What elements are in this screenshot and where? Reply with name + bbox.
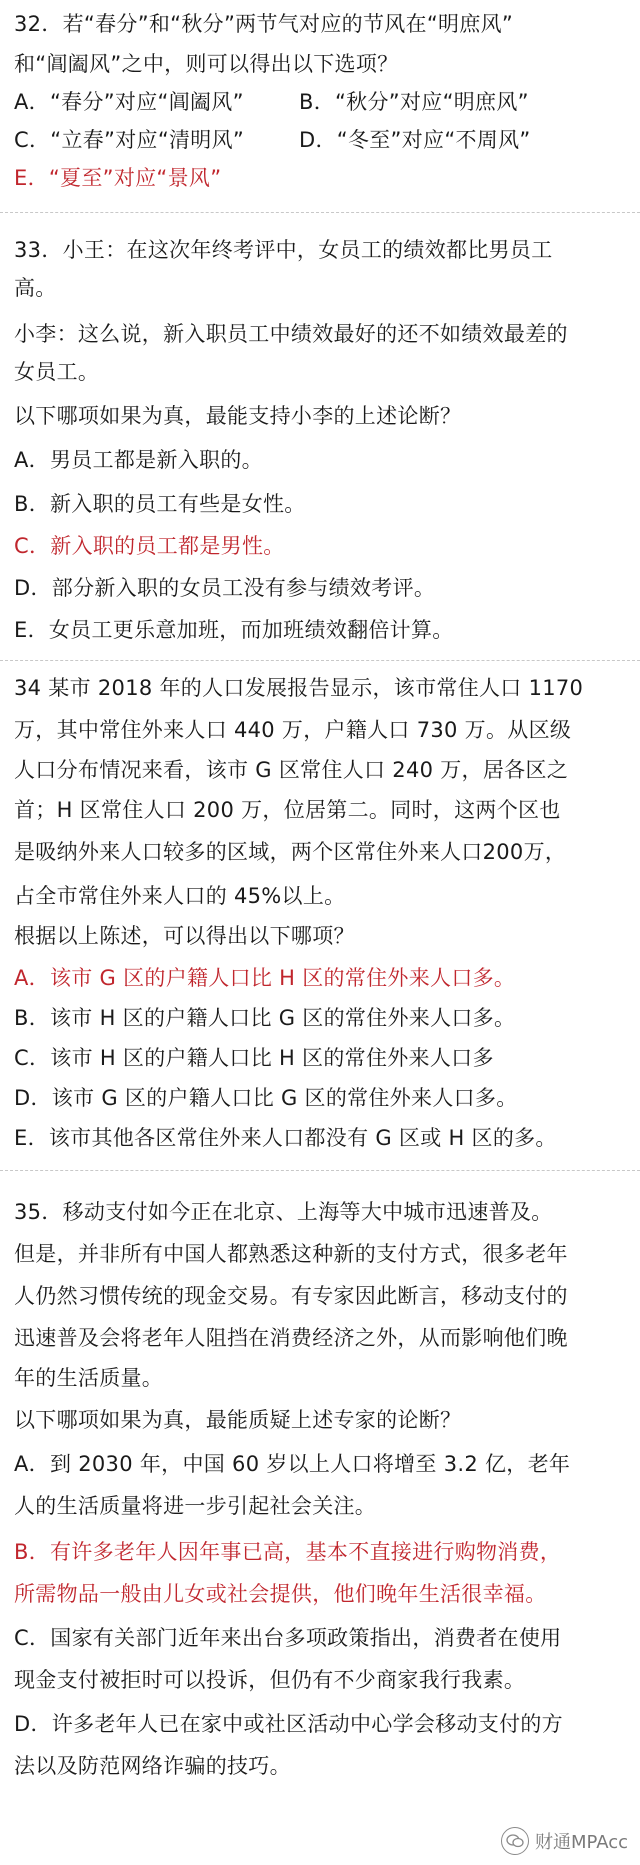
q35-line: 年的生活质量。 xyxy=(14,1366,164,1390)
q34-line: 万，其中常住外来人口 440 万，户籍人口 730 万。从区级 xyxy=(14,718,572,742)
q35-option-b-answer: B．有许多老年人因年事已高，基本不直接进行购物消费， xyxy=(14,1540,562,1564)
q34-question: 根据以上陈述，可以得出以下哪项？ xyxy=(14,924,355,948)
q32-stem-line-1: 32．若“春分”和“秋分”两节气对应的节风在“明庶风” xyxy=(14,12,514,36)
q34-option-d: D．该市 G 区的户籍人口比 G 区的常住外来人口多。 xyxy=(14,1086,518,1110)
q35-line: 迅速普及会将老年人阻挡在消费经济之外，从而影响他们晚 xyxy=(14,1326,568,1350)
q33-option-a: A．男员工都是新入职的。 xyxy=(14,448,263,472)
q34-line: 占全市常住外来人口的 45%以上。 xyxy=(14,884,346,908)
q35-option-a: A．到 2030 年，中国 60 岁以上人口将增至 3.2 亿，老年 xyxy=(14,1452,571,1476)
q34-option-c: C．该市 H 区的户籍人口比 H 区的常住外来人口多 xyxy=(14,1046,494,1070)
watermark-text: 财通MPAcc xyxy=(534,1832,628,1853)
q34-line: 34 某市 2018 年的人口发展报告显示，该市常住人口 1170 xyxy=(14,676,584,700)
q35-option-d: D．许多老年人已在家中或社区活动中心学会移动支付的方 xyxy=(14,1712,563,1736)
q33-option-e: E．女员工更乐意加班，而加班绩效翻倍计算。 xyxy=(14,618,454,642)
q34-line: 是吸纳外来人口较多的区域，两个区常住外来人口200万， xyxy=(14,840,567,864)
q32-stem-line-2: 和“阊阖风”之中，则可以得出以下选项？ xyxy=(14,52,399,76)
q35-line: 人仍然习惯传统的现金交易。有专家因此断言，移动支付的 xyxy=(14,1284,568,1308)
q32-option-a: A．“春分”对应“阊阖风” xyxy=(14,90,244,114)
q33-line: 小李：这么说，新入职员工中绩效最好的还不如绩效最差的 xyxy=(14,322,568,346)
q32-option-e-answer: E．“夏至”对应“景风” xyxy=(14,166,222,190)
q35-option-c-cont: 现金支付被拒时可以投诉，但仍有不少商家我行我素。 xyxy=(14,1668,526,1692)
q32-option-b: B．“秋分”对应“明庶风” xyxy=(299,90,529,114)
q34-line: 首；H 区常住人口 200 万，位居第二。同时，这两个区也 xyxy=(14,798,561,822)
q35-option-a-cont: 人的生活质量将进一步引起社会关注。 xyxy=(14,1494,377,1518)
section-divider xyxy=(0,660,640,662)
q33-question: 以下哪项如果为真，最能支持小李的上述论断？ xyxy=(14,404,462,428)
q35-option-d-cont: 法以及防范网络诈骗的技巧。 xyxy=(14,1754,291,1778)
q34-option-e: E．该市其他各区常住外来人口都没有 G 区或 H 区的多。 xyxy=(14,1126,557,1150)
section-divider xyxy=(0,1170,640,1172)
q32-options-ab xyxy=(14,84,630,120)
q32-option-d: D．“冬至”对应“不周风” xyxy=(299,128,531,152)
q32-options-cd xyxy=(14,122,630,158)
q35-question: 以下哪项如果为真，最能质疑上述专家的论断？ xyxy=(14,1408,462,1432)
wechat-icon xyxy=(501,1827,529,1855)
q33-option-d: D．部分新入职的女员工没有参与绩效考评。 xyxy=(14,576,436,600)
q33-line: 高。 xyxy=(14,276,57,300)
q32-option-c: C．“立春”对应“清明风” xyxy=(14,128,245,152)
q33-line: 女员工。 xyxy=(14,360,100,384)
q34-line: 人口分布情况来看，该市 G 区常住人口 240 万，居各区之 xyxy=(14,758,569,782)
q33-option-c-answer: C．新入职的员工都是男性。 xyxy=(14,534,285,558)
q34-option-b: B．该市 H 区的户籍人口比 G 区的常住外来人口多。 xyxy=(14,1006,516,1030)
q35-line: 35．移动支付如今正在北京、上海等大中城市迅速普及。 xyxy=(14,1200,553,1224)
watermark xyxy=(501,1827,628,1855)
q35-option-c: C．国家有关部门近年来出台多项政策指出，消费者在使用 xyxy=(14,1626,562,1650)
q35-line: 但是，并非所有中国人都熟悉这种新的支付方式，很多老年 xyxy=(14,1242,568,1266)
q33-option-b: B．新入职的员工有些是女性。 xyxy=(14,492,306,516)
section-divider xyxy=(0,212,640,214)
q33-line: 33．小王：在这次年终考评中，女员工的绩效都比男员工 xyxy=(14,238,553,262)
q34-option-a-answer: A．该市 G 区的户籍人口比 H 区的常住外来人口多。 xyxy=(14,966,516,990)
q35-option-b-answer-cont: 所需物品一般由儿女或社会提供，他们晚年生活很幸福。 xyxy=(14,1582,547,1606)
